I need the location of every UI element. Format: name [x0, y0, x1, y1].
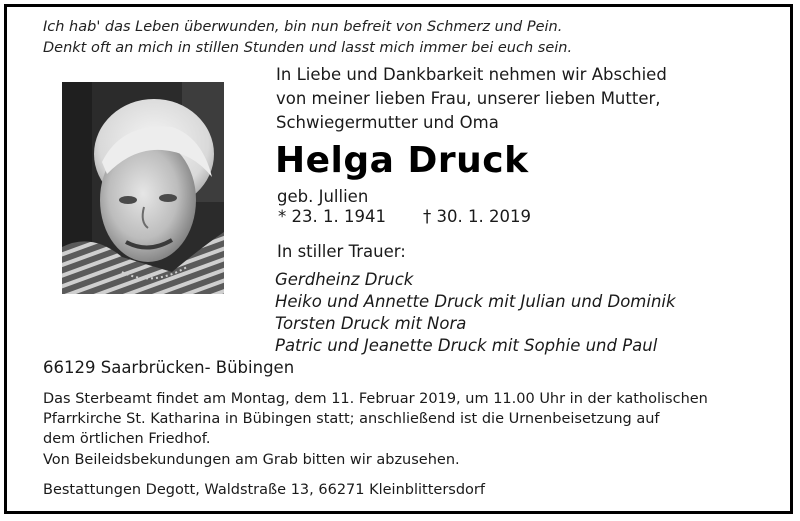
portrait-photo	[62, 82, 224, 294]
intro-line: Schwiegermutter und Oma	[276, 113, 499, 132]
maiden-name: geb. Jullien	[277, 187, 369, 206]
service-line: Das Sterbeamt findet am Montag, dem 11. Februar 2019, um 11.00 Uhr in der katholischen	[43, 391, 708, 407]
intro-line: von meiner lieben Frau, unserer lieben Mutter,	[276, 89, 661, 108]
mourner-entry: Gerdheinz Druck	[275, 270, 414, 289]
farewell-intro	[276, 63, 667, 135]
mourning-label: In stiller Trauer:	[277, 242, 406, 261]
mourner-entry: Torsten Druck mit Nora	[275, 314, 467, 333]
motto-line: Denkt oft an mich in stillen Stunden und lasst mich immer bei euch sein.	[43, 40, 573, 56]
motto-line: Ich hab' das Leben überwunden, bin nun befreit von Schmerz und Pein.	[43, 19, 563, 35]
death-date: † 30. 1. 2019	[423, 207, 531, 226]
condolence-note: Von Beileidsbekundungen am Grab bitten wir abzusehen.	[43, 452, 460, 468]
deceased-name: Helga Druck	[275, 140, 529, 181]
service-line: Pfarrkirche St. Katharina in Bübingen statt; anschließend ist die Urnenbeisetzung auf	[43, 411, 660, 427]
service-info	[43, 389, 743, 449]
portrait-image	[62, 82, 224, 294]
location-text: 66129 Saarbrücken- Bübingen	[43, 358, 295, 377]
service-line: dem örtlichen Friedhof.	[43, 431, 211, 447]
mourners-list	[275, 269, 676, 357]
mourner-entry: Patric und Jeanette Druck mit Sophie und Paul	[275, 336, 658, 355]
intro-line: In Liebe und Dankbarkeit nehmen wir Abschied	[276, 65, 667, 84]
birth-date: * 23. 1. 1941	[278, 207, 386, 226]
motto-verse	[43, 17, 572, 59]
undertaker-info: Bestattungen Degott, Waldstraße 13, 66271 Kleinblittersdorf	[43, 482, 485, 498]
mourner-entry: Heiko und Annette Druck mit Julian und Dominik	[275, 292, 676, 311]
